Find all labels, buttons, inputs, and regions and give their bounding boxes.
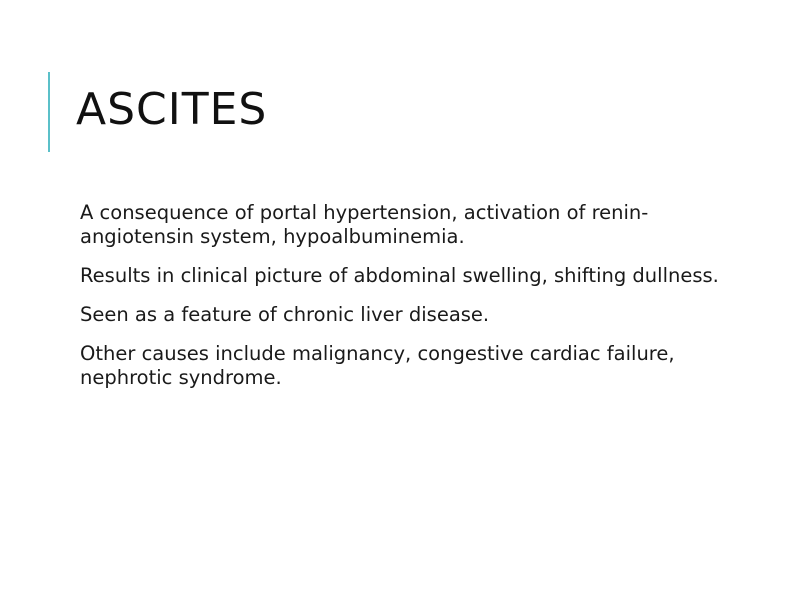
bullet-item: Seen as a feature of chronic liver disease. — [80, 303, 490, 326]
title-accent-bar — [48, 72, 50, 152]
slide-title: ASCITES — [76, 84, 268, 135]
bullet-list — [80, 201, 720, 405]
bullet-item: A consequence of portal hypertension, activation of renin-angiotensin system, hypoalbuminemia. — [80, 201, 649, 248]
bullet-item: Results in clinical picture of abdominal swelling, shifting dullness. — [80, 264, 719, 287]
bullet-item: Other causes include malignancy, congestive cardiac failure, nephrotic syndrome. — [80, 342, 675, 389]
